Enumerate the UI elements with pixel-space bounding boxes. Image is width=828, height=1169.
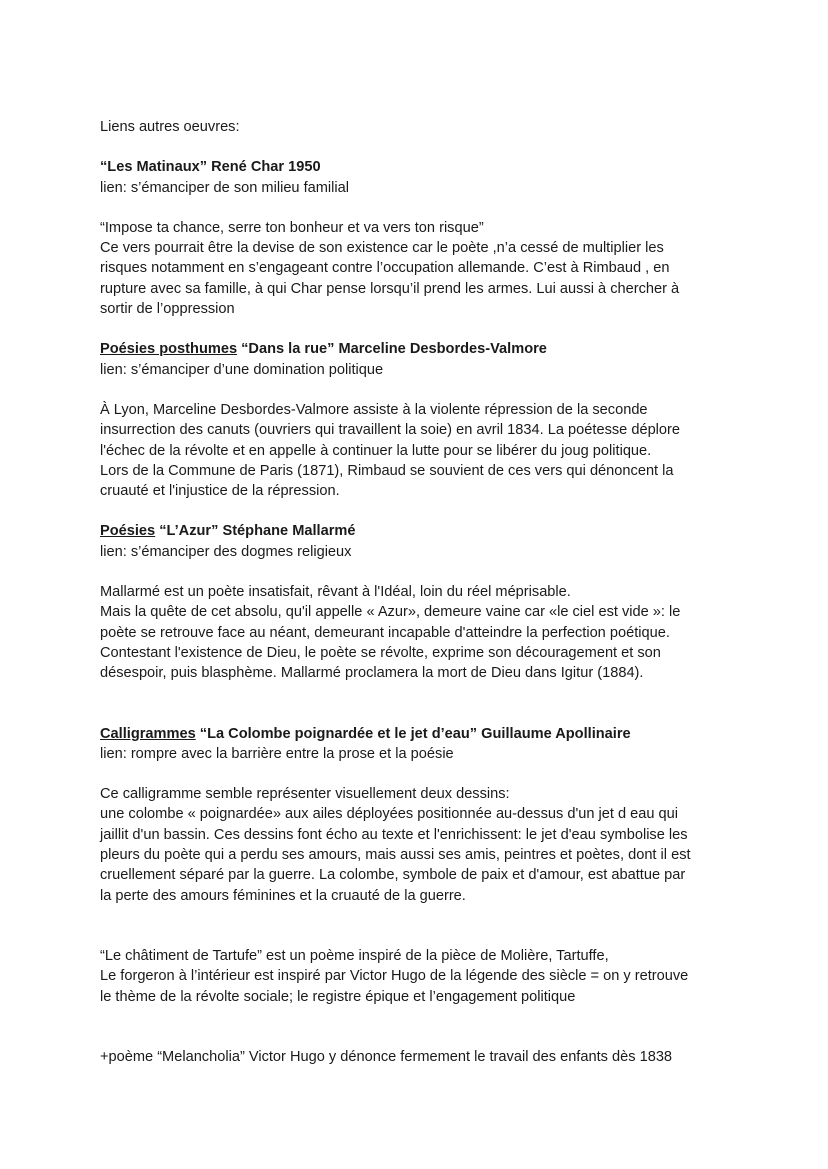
section-l-azur: [100, 521, 740, 683]
section-dans-la-rue: [100, 339, 740, 501]
section-les-matinaux: [100, 157, 740, 319]
document-page: [100, 117, 740, 1067]
body-line: cruellement séparé par la guerre. La colombe, symbole de paix et d'amour, est abattue par: [100, 867, 686, 884]
body-line: À Lyon, Marceline Desbordes-Valmore assiste à la violente répression de la seconde: [100, 401, 648, 418]
body-line: “Impose ta chance, serre ton bonheur et va vers ton risque”: [100, 219, 484, 236]
section-title-work: “Les Matinaux” René Char 1950: [100, 159, 321, 176]
body-line: insurrection des canuts (ouvriers qui travaillent la soie) en avril 1834. La poétesse déplore: [100, 422, 681, 439]
spacer: [100, 380, 740, 400]
spacer: [100, 501, 740, 521]
spacer: [100, 137, 740, 157]
section-lien: lien: s’émanciper des dogmes religieux: [100, 543, 352, 560]
body-line: l'échec de la révolte et en appelle à continuer la lutte pour se libérer du joug politique.: [100, 442, 652, 459]
spacer: [100, 684, 740, 724]
body-line: sortir de l’oppression: [100, 301, 235, 318]
body-line: rupture avec sa famille, à qui Char pense lorsqu’il prend les armes. Lui aussi à chercher à: [100, 280, 680, 297]
section-title-work: “L’Azur” Stéphane Mallarmé: [155, 523, 356, 540]
body-line: Mallarmé est un poète insatisfait, rêvant à l'Idéal, loin du réel méprisable.: [100, 584, 571, 601]
spacer: [100, 562, 740, 582]
section-title-collection: Poésies posthumes: [100, 341, 238, 358]
body-line: jaillit d'un bassin. Ces dessins font écho au texte et l'enrichissent: le jet d'eau symbolise les: [100, 826, 688, 843]
section-title: [100, 521, 740, 541]
body-line: Ce vers pourrait être la devise de son existence car le poète ,n’a cessé de multiplier les: [100, 240, 664, 257]
section-title: [100, 339, 740, 359]
spacer: [100, 319, 740, 339]
section-lien: lien: s’émanciper de son milieu familial: [100, 179, 350, 196]
spacer: [100, 906, 740, 946]
body-line: Contestant l'existence de Dieu, le poète se révolte, exprime son découragement et son: [100, 644, 661, 661]
section-title-collection: Poésies: [100, 523, 156, 540]
page-heading: Liens autres oeuvres:: [100, 119, 240, 135]
spacer: [100, 198, 740, 218]
spacer: [100, 1007, 740, 1047]
body-line: pleurs du poète qui a perdu ses amours, mais aussi ses amis, peintres et poètes, dont il est: [100, 847, 691, 864]
body-line: le thème de la révolte sociale; le registre épique et l’engagement politique: [100, 988, 576, 1005]
body-line: Mais la quête de cet absolu, qu'il appelle « Azur», demeure vaine car «le ciel est vide »: le: [100, 604, 681, 621]
spacer: [100, 764, 740, 784]
body-line: désespoir, puis blasphème. Mallarmé proclamera la mort de Dieu dans Igitur (1884).: [100, 665, 644, 682]
body-line: risques notamment en s’engageant contre l’occupation allemande. C’est à Rimbaud , en: [100, 260, 670, 277]
body-line: Ce calligramme semble représenter visuellement deux dessins:: [100, 786, 510, 803]
section-lien: lien: s’émanciper d’une domination politique: [100, 361, 384, 378]
paragraph-tartufe: [100, 946, 740, 1007]
body-line: “Le châtiment de Tartufe” est un poème inspiré de la pièce de Molière, Tartuffe,: [100, 947, 609, 964]
body-line: une colombe « poignardée» aux ailes déployées positionnée au-dessus d'un jet d eau qui: [100, 806, 679, 823]
body-line: cruauté et l'injustice de la répression.: [100, 483, 340, 500]
section-title-work: “Dans la rue” Marceline Desbordes-Valmore: [237, 341, 547, 358]
body-line: la perte des amours féminines et la cruauté de la guerre.: [100, 887, 466, 904]
body-line: poète se retrouve face au néant, demeurant incapable d'atteindre la perfection poétique.: [100, 624, 670, 641]
body-line: Lors de la Commune de Paris (1871), Rimbaud se souvient de ces vers qui dénoncent la: [100, 462, 674, 479]
section-calligrammes: [100, 724, 740, 906]
paragraph-melancholia: +poème “Melancholia” Victor Hugo y dénonce fermement le travail des enfants dès 1838: [100, 1048, 673, 1065]
section-title-work: “La Colombe poignardée et le jet d’eau” Guillaume Apollinaire: [195, 725, 631, 742]
section-title: [100, 724, 740, 744]
body-line: Le forgeron à l’intérieur est inspiré par Victor Hugo de la légende des siècle = on y retrouve: [100, 968, 689, 985]
section-title-collection: Calligrammes: [100, 725, 196, 742]
section-lien: lien: rompre avec la barrière entre la prose et la poésie: [100, 745, 454, 762]
section-title: [100, 157, 740, 177]
